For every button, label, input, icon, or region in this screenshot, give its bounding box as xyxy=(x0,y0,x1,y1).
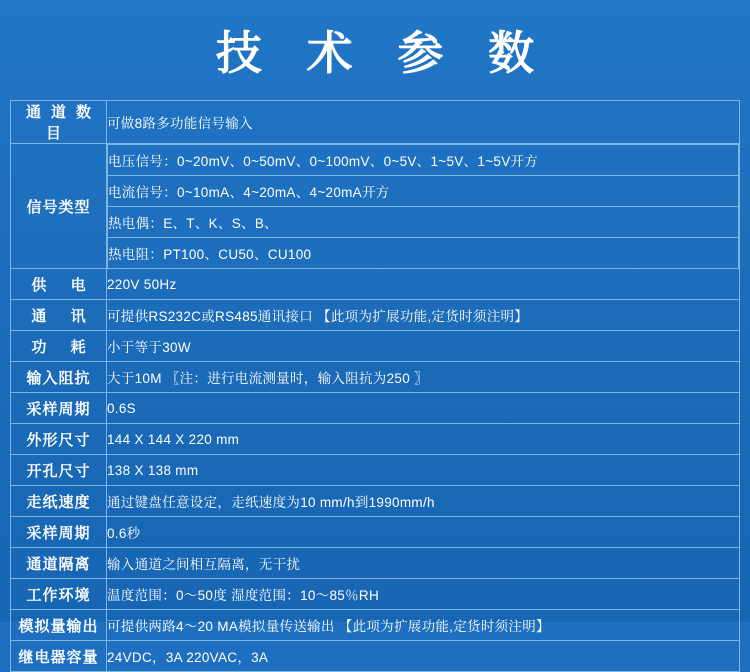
row-value-sampling-period-2: 0.6秒 xyxy=(107,517,740,548)
table-row xyxy=(11,393,740,424)
list-item xyxy=(108,145,739,176)
row-label-operating-environment: 工作环境 xyxy=(11,579,107,610)
row-label-paper-speed: 走纸速度 xyxy=(11,486,107,517)
row-label-cutout-size: 开孔尺寸 xyxy=(11,455,107,486)
row-value-channel-count: 可做8路多功能信号输入 xyxy=(107,101,740,144)
row-label-channel-count: 通道数目 xyxy=(11,101,107,144)
table-row xyxy=(11,331,740,362)
table-row xyxy=(11,486,740,517)
table-row xyxy=(11,424,740,455)
row-value-channel-isolation: 输入通道之间相互隔离，无干扰 xyxy=(107,548,740,579)
row-label-dimensions: 外形尺寸 xyxy=(11,424,107,455)
row-label-power-supply: 供 电 xyxy=(11,269,107,300)
table-row xyxy=(11,269,740,300)
row-value-cutout-size: 138 X 138 mm xyxy=(107,455,740,486)
signal-current: 电流信号：0~10mA、4~20mA、4~20mA开方 xyxy=(108,176,739,207)
signal-rtd: 热电阻：PT100、CU50、CU100 xyxy=(108,238,739,269)
table-row xyxy=(11,579,740,610)
list-item xyxy=(108,176,739,207)
signal-thermocouple: 热电偶：E、T、K、S、B、 xyxy=(108,207,739,238)
row-label-analog-output: 模拟量输出 xyxy=(11,610,107,641)
row-value-paper-speed: 通过键盘任意设定，走纸速度为10 mm/h到1990mm/h xyxy=(107,486,740,517)
signal-voltage: 电压信号：0~20mV、0~50mV、0~100mV、0~5V、1~5V、1~5V开方 xyxy=(108,145,739,176)
row-label-sampling-period-2: 采样周期 xyxy=(11,517,107,548)
page-header xyxy=(0,0,750,100)
row-label-relay-capacity: 继电器容量 xyxy=(11,641,107,672)
table-row xyxy=(11,300,740,331)
row-value-signal-type xyxy=(107,144,740,269)
row-label-channel-isolation: 通道隔离 xyxy=(11,548,107,579)
row-value-sampling-period: 0.6S xyxy=(107,393,740,424)
row-value-operating-environment: 温度范围：0～50度 湿度范围：10～85％RH xyxy=(107,579,740,610)
row-value-input-impedance: 大于10M 〖注：进行电流测量时，输入阻抗为250 〗 xyxy=(107,362,740,393)
list-item xyxy=(108,238,739,269)
table-row xyxy=(11,641,740,672)
row-label-power-consumption: 功 耗 xyxy=(11,331,107,362)
row-value-power-supply: 220V 50Hz xyxy=(107,269,740,300)
signal-type-subtable xyxy=(107,144,739,268)
row-value-relay-capacity: 24VDC，3A 220VAC，3A xyxy=(107,641,740,672)
row-label-input-impedance: 输入阻抗 xyxy=(11,362,107,393)
row-value-power-consumption: 小于等于30W xyxy=(107,331,740,362)
table-row xyxy=(11,144,740,269)
table-row xyxy=(11,362,740,393)
row-value-analog-output: 可提供两路4～20 MA模拟量传送输出 【此项为扩展功能,定货时须注明】 xyxy=(107,610,740,641)
table-row xyxy=(11,455,740,486)
row-value-dimensions: 144 X 144 X 220 mm xyxy=(107,424,740,455)
row-value-communication: 可提供RS232C或RS485通讯接口 【此项为扩展功能,定货时须注明】 xyxy=(107,300,740,331)
row-label-sampling-period: 采样周期 xyxy=(11,393,107,424)
row-label-communication: 通 讯 xyxy=(11,300,107,331)
list-item xyxy=(108,207,739,238)
table-row xyxy=(11,517,740,548)
page-title: 技 术 参 数 xyxy=(215,27,551,79)
table-row xyxy=(11,610,740,641)
table-row xyxy=(11,548,740,579)
table-row xyxy=(11,101,740,144)
row-label-signal-type: 信号类型 xyxy=(11,144,107,269)
specifications-table xyxy=(10,100,740,672)
